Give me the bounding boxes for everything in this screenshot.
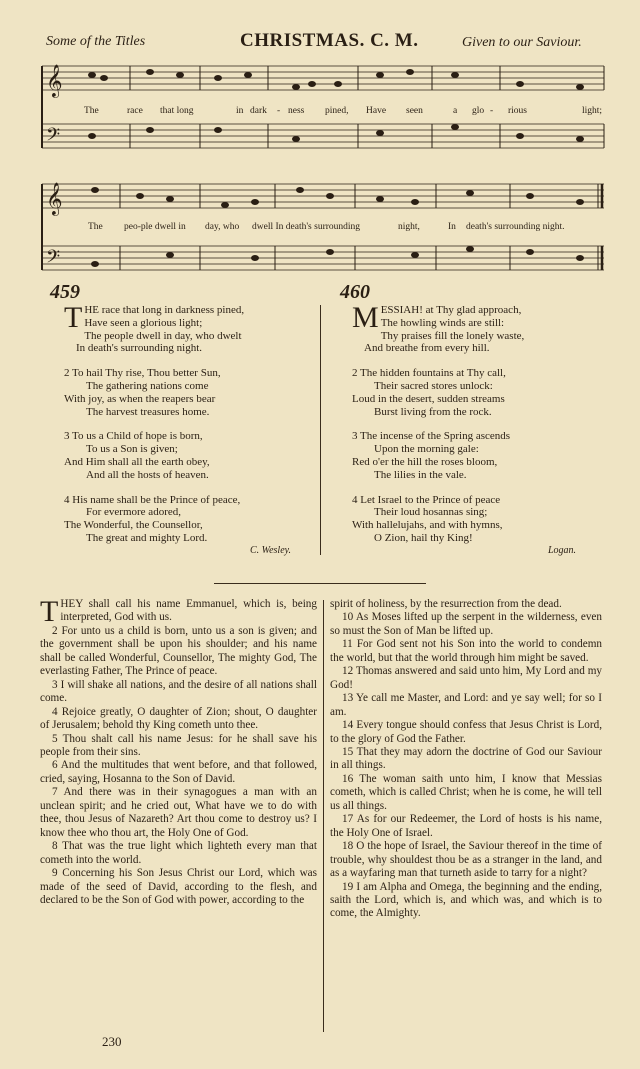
stanza-4	[64, 494, 314, 545]
reading-verse: 11 For God sent not his Son into the world to condemn the world, but that the world through him might be saved.	[330, 638, 602, 664]
column-divider-hymns	[320, 305, 321, 555]
lyric-syllable: glo	[472, 106, 485, 116]
reading-right-column	[330, 598, 602, 921]
reading-verse: 4 Rejoice greatly, O daughter of Zion; shout, O daughter of Jerusalem; behold thy King cometh unto thee.	[40, 705, 317, 732]
lyric-syllable: dark	[250, 106, 267, 116]
verse-line: 3 The incense of the Spring ascends	[352, 430, 511, 443]
lyric-syllable: night,	[398, 222, 420, 232]
stanza-3	[64, 430, 314, 481]
lyric-syllable: seen	[406, 106, 423, 116]
lyric-syllable: light;	[582, 106, 603, 116]
reading-verse: 3 I will shake all nations, and the desire of all nations shall come.	[40, 678, 317, 705]
lyric-syllable: peo-ple dwell in	[124, 222, 186, 232]
bass-staff-2	[42, 246, 604, 270]
verse-line: With hallelujahs, and with hymns,	[352, 519, 503, 532]
reading-verse: 7 And there was in their synagogues a man with an unclean spirit; and he cried out, What have we to do with thee, thou Jesus of Nazareth? Art thou come to destroy us? I know thee who thou art, the Holy One of God.	[40, 786, 317, 839]
tune-title: CHRISTMAS. C. M.	[240, 30, 419, 51]
reading-verse: 16 The woman saith unto him, I know that Messias cometh, which is called Christ; when he is come, he will tell us all things.	[330, 772, 602, 812]
stanza-2	[352, 367, 612, 418]
reading-left-column	[40, 595, 317, 907]
verse-line: Have seen a glorious light;	[84, 316, 203, 329]
verse-line: 3 To us a Child of hope is born,	[64, 430, 203, 443]
reading-verse: 18 O the hope of Israel, the Saviour thereof in the time of trouble, why shouldest thou be as a stranger in the land, and as a wayfaring man that turneth aside to tarry for a night?	[330, 840, 602, 880]
verse-line: Thy praises fill the lonely waste,	[380, 329, 525, 342]
stanza-1	[64, 301, 314, 355]
verse-line: 2 The hidden fountains at Thy call,	[352, 367, 506, 380]
bass-clef-1: 𝄢	[46, 125, 61, 150]
stanza-2	[64, 367, 314, 418]
lyric-syllable: in	[236, 106, 244, 116]
lyric-syllable: dwell In death's surrounding	[252, 222, 361, 232]
verse-line: To us a Son is given;	[86, 443, 178, 456]
hymn-459-author: C. Wesley.	[250, 545, 292, 556]
lyric-syllable: Have	[366, 106, 387, 116]
verse-line: The howling winds are still:	[380, 316, 505, 329]
header-left-note: Some of the Titles	[46, 34, 146, 49]
reading-verse: 2 For unto us a child is born, unto us a son is given; and the government shall be upon his shoulder; and his name shall be called Wonderful, Counsellor, The mighty God, The everlasting Father, The Prince of peace.	[40, 624, 317, 678]
verse-line: Their sacred stores unlock:	[374, 379, 493, 392]
reading-verse: THEY shall call his name Emmanuel, which is, being interpreted, God with us.	[40, 595, 317, 628]
verse-line: Their loud hosannas sing;	[374, 506, 488, 519]
verse-line: With joy, as when the reapers bear	[64, 392, 216, 405]
reading-verse: 10 As Moses lifted up the serpent in the wilderness, even so must the Son of Man be lifted up.	[330, 611, 602, 637]
reading-verse: 19 I am Alpha and Omega, the beginning and the ending, saith the Lord, which is, and which was, and which is to come, the Almighty.	[330, 880, 602, 920]
lyric-syllable: death's surrounding night.	[466, 222, 565, 232]
verse-line: 4 Let Israel to the Prince of peace	[352, 493, 501, 506]
reading-verse: 6 And the multitudes that went before, and that followed, cried, saying, Hosanna to the Son of David.	[40, 759, 317, 785]
verse-line: Upon the morning gale:	[374, 443, 479, 456]
verse-line: ESSIAH! at Thy glad approach,	[380, 304, 522, 316]
lyric-syllable: The	[88, 222, 103, 232]
verse-line: And all the hosts of heaven.	[86, 468, 209, 481]
verse-line: Red o'er the hill the roses bloom,	[352, 455, 498, 468]
lyric-syllable: race	[127, 106, 143, 116]
bass-clef-2: 𝄢	[46, 247, 61, 272]
verse-line: The gathering nations come	[86, 379, 209, 392]
section-divider	[214, 583, 426, 584]
verse-line: 2 To hail Thy rise, Thou better Sun,	[64, 367, 221, 380]
verse-line: And Him shall all the earth obey,	[64, 455, 210, 468]
drop-cap: T	[40, 595, 59, 628]
hymn-460	[352, 301, 612, 557]
stanza-1	[352, 301, 612, 355]
reading-verse: 5 Thou shalt call his name Jesus: for he shall save his people from their sins.	[40, 732, 317, 758]
lyric-syllable: ness	[288, 106, 305, 116]
drop-cap: T	[64, 301, 83, 334]
verse-line: For evermore adored,	[86, 506, 181, 519]
header-right-note: Given to our Saviour.	[462, 35, 582, 50]
reading-verse: 14 Every tongue should confess that Jesus Christ is Lord, to the glory of God the Father.	[330, 719, 602, 745]
verse-line: HE race that long in darkness pined,	[84, 304, 245, 316]
lyric-syllable: -	[490, 106, 494, 116]
treble-clef-2: 𝄞	[46, 182, 63, 215]
hymn-460-author: Logan.	[548, 545, 577, 556]
column-divider-reading	[323, 600, 324, 1032]
treble-staff-2	[42, 184, 604, 208]
reading-verse: 8 That was the true light which lighteth every man that cometh into the world.	[40, 840, 317, 866]
verse-line: The lilies in the vale.	[374, 468, 467, 481]
reading-verse: 13 Ye call me Master, and Lord: and ye say well; for so I am.	[330, 692, 602, 718]
reading-verse: spirit of holiness, by the resurrection from the dead.	[330, 598, 562, 610]
stanza-3	[352, 430, 612, 481]
stanza-4	[352, 494, 612, 545]
page-number: 230	[102, 1034, 122, 1049]
lyric-syllable: In	[448, 222, 456, 232]
verse-line: O Zion, hail thy King!	[374, 531, 473, 544]
reading-verse: 12 Thomas answered and said unto him, My Lord and my God!	[330, 665, 602, 691]
verse-line: 4 His name shall be the Prince of peace,	[64, 493, 241, 506]
reading-verse: 15 That they may adorn the doctrine of God our Saviour in all things.	[330, 745, 602, 772]
lyric-syllable: a	[453, 106, 458, 116]
page-header	[0, 30, 640, 58]
lyric-syllable: day, who	[205, 222, 240, 232]
treble-clef-1: 𝄞	[46, 64, 63, 97]
drop-cap: M	[352, 301, 379, 334]
lyric-syllable: pined,	[325, 106, 349, 116]
verse-line: And breathe from every hill.	[364, 342, 490, 355]
hymn-number-460: 460	[340, 281, 370, 303]
verse-line: The great and mighty Lord.	[86, 531, 208, 544]
lyric-syllable: that long	[160, 106, 194, 116]
reading-verse: 9 Concerning his Son Jesus Christ our Lord, which was made of the seed of David, according to the flesh, and declared to be the Son of God with power, according to the	[40, 867, 317, 906]
verse-line: In death's surrounding night.	[76, 342, 203, 355]
lyric-syllable: The	[84, 106, 99, 116]
reading-verse: 17 As for our Redeemer, the Lord of hosts is his name, the Holy One of Israel.	[330, 813, 602, 839]
lyric-syllable: -	[277, 106, 281, 116]
verse-line: The people dwell in day, who dwelt	[84, 329, 242, 342]
lyric-syllable: rious	[508, 106, 527, 116]
verse-line: Burst living from the rock.	[374, 405, 492, 418]
verse-line: Loud in the desert, sudden streams	[352, 392, 505, 405]
verse-line: The harvest treasures home.	[86, 405, 210, 418]
hymn-number-459: 459	[50, 281, 80, 303]
hymn-459	[64, 301, 314, 557]
verse-line: The Wonderful, the Counsellor,	[64, 519, 203, 532]
